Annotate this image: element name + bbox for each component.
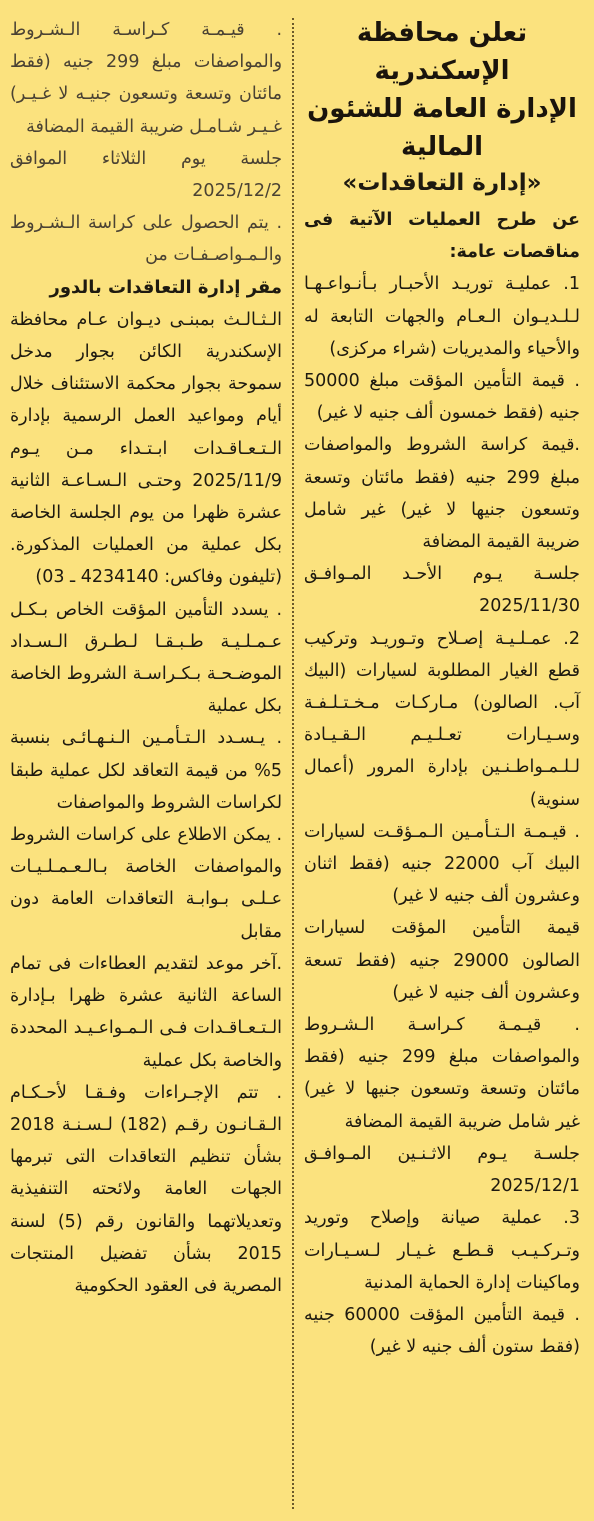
obtain-booklet-details: الـثـالـث بمبنـى ديـوان عـام محافظة الإسكندرية الكائن بجوار مدخل سموحة بجوار محكمة الاستئناف خلال أيام ومواعيد العمل الرسمية بإدارة الـتـعـاقـدات ابـتـداء مـن يـوم 2025/11/9 وحتـى الـسـاعـة الثانية عشرة ظهرا من يوم الجلسة الخاصة بكل عملية من العمليات المذكورة.(تليفون وفاكس: 4234140 ـ 03) [10,309,283,588]
item2-insurance-saloon: قيمة التأمين المؤقت لسيارات الصالون 29000 جنيه (فقط تسعة وعشرون ألف جنيه لا غير) [304,918,580,1003]
item2-session-date: جلسـة يـوم الاثـنـين المـوافـق 2025/12/1 [304,1143,580,1197]
item1-insurance: . قيمة التأمين المؤقت مبلغ 50000 جنيه (فقط خمسون ألف جنيه لا غير) [304,371,580,424]
right-column [298,14,584,1509]
left-column [8,14,288,1509]
item1-booklet-price: .قيمة كراسة الشروط والمواصفات مبلغ 299 جنيه (فقط مائتان وتسعة وتسعون جنيها لا غير) غير شامل ضريبة القيمة المضافة [304,435,580,553]
column-divider [292,18,294,1509]
headline-line-finance: المالية [401,132,484,162]
item2-booklet-price: . قيـمـة كـراسـة الـشـروط والمواصفات مبلغ 299 جنيه (فقط مائتان وتسعة وتسعون جنيها لا غير) غير شامل ضريبة القيمة المضافة [304,1015,580,1132]
item3-title: 3. عملية صيانة وإصلاح وتوريد وتـركـيـب قـطـع غـيـار لـسـيـارات وماكينات إدارة الحماية المدنية [304,1208,580,1293]
ad-headline [304,14,580,166]
final-insurance-note: . يـسـدد الـتـأمـين الـنـهـائـى بنسبة 5% من قيمة التعاقد لكل عملية طبقا لكراسات الشروط والمواصفات [10,728,283,813]
bid-deadline-note: .آخر موعد لتقديم العطاءات فى تمام الساعة الثانية عشرة ظهرا بـإدارة الـتـعـاقـدات فـى الـمـواعـيـد المحددة والخاصة بكل عملية [10,953,283,1071]
procurement-portal-note: . يمكن الاطلاع على كراسات الشروط والمواصفات الخاصة بـالـعـمـلـيـات عـلـى بـوابـة التعاقدات العامة دون مقابل [10,825,283,942]
item2-insurance-pickup: . قيـمـة الـتـأمـين الـمـؤقـت لسيارات البيك آب 22000 جنيه (فقط اثنان وعشرون ألف جنيه لا غير) [304,821,580,907]
obtain-booklet-location: مقر إدارة التعاقدات بالدور [49,276,283,298]
item3-session-date: جلسة يوم الثلاثاء الموافق 2025/12/2 [10,148,283,202]
temporary-insurance-note: . يسدد التأمين المؤقت الخاص بـكـل عـمـلـيـة طـبـقـا لـطـرق الـسـداد الموضـحـة بـكـراسـة الشروط الخاصة بكل عملية [10,599,283,717]
headline-line-department: الإدارة العامة للشئون [307,94,577,124]
item3-booklet-price: . قيـمـة كـراسـة الـشـروط والمواصفات مبلغ 299 جنيه (فقط مائتان وتسعة وتسعون جنيـه لا غـيـر) غـيـر شـامـل ضريبة القيمة المضافة [10,20,283,137]
item1-title: 1. عمليـة توريـد الأحبـار بـأنـواعـهـا لـلـديـوان الـعـام والجهات التابعة له والأحياء والمديريات (شراء مركزى) [304,274,580,359]
item3-insurance: . قيمة التأمين المؤقت 60000 جنيه (فقط ستون ألف جنيه لا غير) [304,1304,580,1358]
intro-text: عن طرح العمليات الآتية فى مناقصات عامة: [304,210,580,263]
obtain-booklet-text: . يتم الحصول على كراسة الـشـروط والـمـواصـفـات من [10,213,283,266]
item2-title: 2. عمـلـيـة إصـلاح وتـوريـد وتركيب قطع الغيار المطلوبة لسيارات (البيك آب. الصالون) مـاركـات مـخـتـلـفـة وسـيـارات تعـلـيـم الـقـيـادة لـلـمـواطـنـين بإدارة المرور (أعمال سنوية) [304,628,580,810]
item1-session-date: جلسـة يـوم الأحـد المـوافـق 2025/11/30 [304,564,580,617]
headline-contracts-office: «إدارة التعاقدات» [342,170,542,196]
legal-procedures-note: . تتم الإجـراءات وفـقـا لأحـكـام الـقـانـون رقـم (182) لـسـنـة 2018 بشأن تنظيم التعاقدات التى تبرمها الجهات العامة ولائحته التنفيذية وتعديلاتهما والقانون رقم (5) لسنة 2015 بشأن تفضيل المنتجات المصرية فى العقود الحكومية [10,1082,283,1296]
headline-line-governorate: تعلن محافظة الإسكندرية [356,18,528,86]
